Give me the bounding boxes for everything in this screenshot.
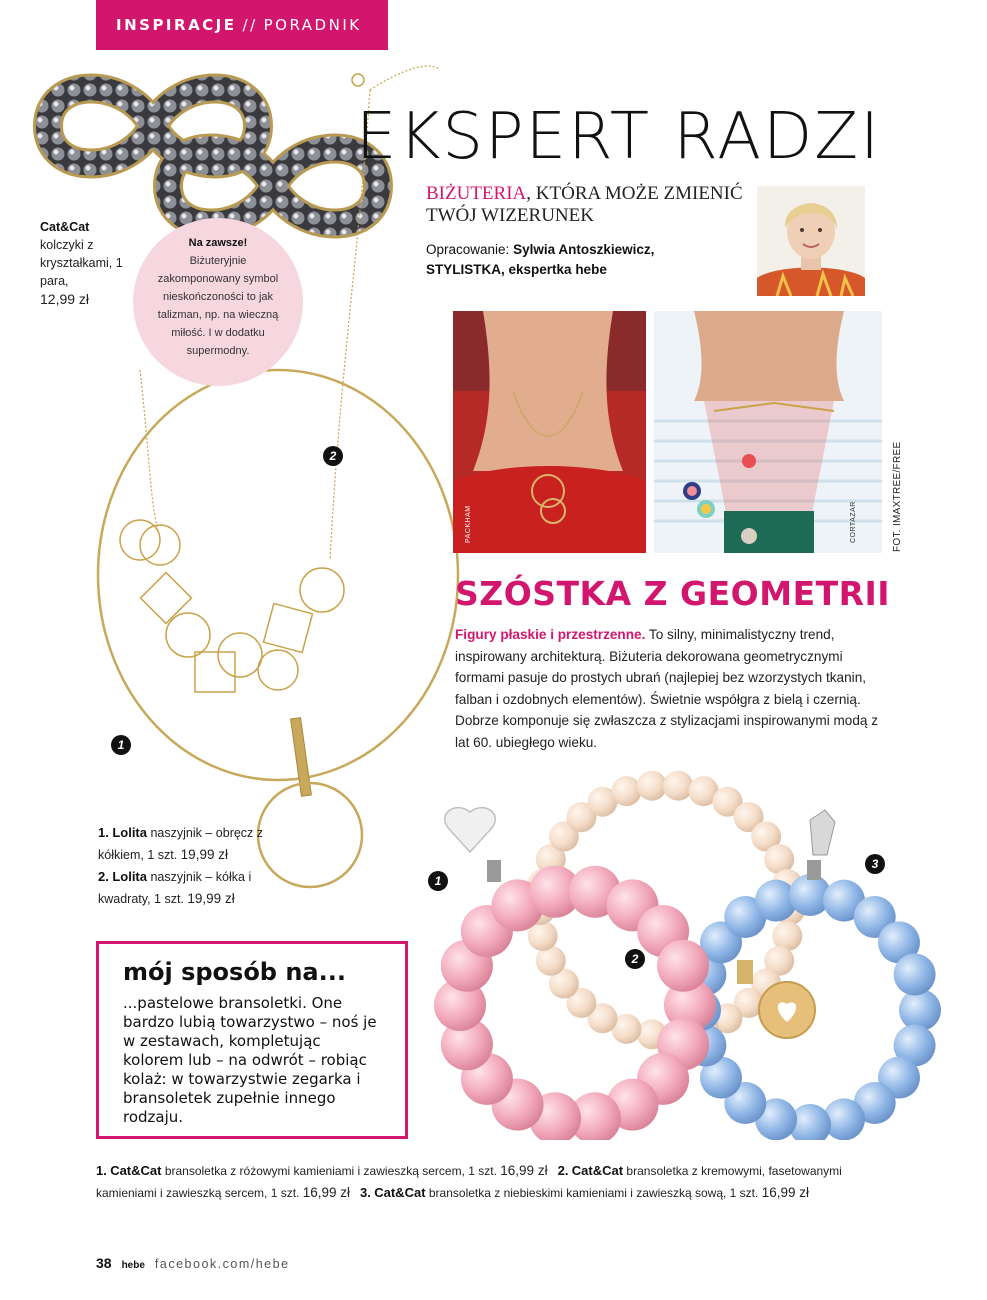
subtitle-rest: , KTÓRA MOŻE ZMIENIĆ — [526, 183, 743, 204]
byline-author: Sylwia Antoszkiewicz, — [513, 242, 655, 257]
bracelet-3-price: 16,99 zł — [761, 1185, 809, 1200]
earrings-price: 12,99 zł — [40, 291, 90, 307]
necklace-2-description: naszyjnik – kółka i kwadraty, 1 szt. — [98, 870, 252, 906]
byline-role: STYLISTKA, ekspertka — [426, 262, 572, 277]
my-way-text: ...pastelowe bransoletki. One bardzo lubią towarzystwo – noś je w zestawach, kompletując kolorem lub – na odwrót – robiąc kolaż: w towarzystwie zegarka i bransoletek zupełnie innego rodzaju. — [123, 994, 377, 1126]
byline — [426, 240, 756, 280]
cream-bead — [611, 776, 641, 806]
bracelet-2-price: 16,99 zł — [302, 1185, 351, 1200]
necklace-1-brand: Lolita — [112, 825, 147, 840]
expert-photo — [757, 186, 865, 296]
subtitle-highlight: BIŻUTERIA — [426, 183, 527, 204]
my-way-title: mój sposób na... — [123, 958, 346, 986]
necklace-1-caption — [98, 822, 298, 866]
earrings-caption — [40, 218, 140, 308]
geometry-text: To silny, minimalistyczny trend, inspirowany architekturą. Biżuteria dekorowana geometrycznymi formami pasuje do prostych ubrań (najlepiej bez wzorzystych tkanin, falban i ozdobnych elementów). Świetnie współgra z bielą i czernią. Dobrze komponuje się zwłaszcza z stylizacjami inspirowanymi modą z lat 60. ubiegłego wieku. — [455, 627, 879, 750]
bracelet-3-description: bransoletka z niebieskimi kamieniami i zawieszką sową, 1 szt. — [428, 1186, 759, 1200]
bracelets-caption — [96, 1160, 896, 1204]
cream-bead — [637, 771, 667, 801]
photo-source-credit: FOT. IMAXTREE/FREE — [892, 441, 903, 552]
necklace-2-badge: 2 — [323, 446, 343, 466]
byline-prefix: Opracowanie: — [426, 242, 510, 257]
runway-photo-cortazar — [654, 311, 882, 553]
subtitle — [426, 183, 756, 227]
pink-bead — [657, 940, 709, 992]
geometry-lead: Figury płaskie i przestrzenne. — [455, 627, 646, 642]
bracelet-1-description: bransoletka z różowymi kamieniami i zawieszką sercem, 1 szt. — [164, 1164, 497, 1178]
geometry-body — [455, 624, 895, 753]
photo-credit-left: PACKHAM — [465, 505, 472, 543]
bracelet-1-badge: 1 — [428, 871, 448, 891]
page-title: EKSPERT RADZI — [356, 100, 881, 174]
necklace-1-badge: 1 — [111, 735, 131, 755]
necklace-1-description: naszyjnik – obręcz z kółkiem, 1 szt. — [98, 826, 264, 862]
runway-photo-packham — [453, 311, 646, 553]
page-number: 38 — [96, 1255, 112, 1271]
necklace-2-brand: Lolita — [112, 869, 147, 884]
bracelet-1-caption — [96, 1164, 551, 1178]
bubble-text: Biżuteryjnie zakomponowany symbol nieskończoności to jak talizman, np. na wieczną miłość. I w dodatku supermodny. — [157, 255, 279, 357]
blue-bead — [894, 954, 936, 996]
necklace-2-number: 2. — [98, 869, 109, 884]
bracelet-2-number: 2. — [557, 1163, 569, 1178]
necklace-1-price: 19,99 zł — [180, 847, 228, 862]
byline-brand: hebe — [575, 262, 607, 277]
footer-brand: hebe — [121, 1260, 145, 1271]
bracelet-1-number: 1. — [96, 1163, 107, 1178]
bracelet-3-brand: Cat&Cat — [374, 1185, 426, 1200]
necklace-2-caption — [98, 866, 298, 910]
cream-bead — [663, 771, 693, 801]
bracelet-1-price: 16,99 zł — [500, 1163, 548, 1178]
necklace-1-number: 1. — [98, 825, 109, 840]
section-category: INSPIRACJE — [116, 16, 237, 34]
geometry-title: SZÓSTKA Z GEOMETRII — [455, 574, 891, 613]
info-bubble — [133, 218, 303, 386]
footer-url: facebook.com/hebe — [154, 1257, 290, 1271]
page-footer — [96, 1255, 290, 1271]
section-separator: // — [242, 16, 258, 34]
bracelet-3-caption — [360, 1186, 809, 1200]
bracelet-3-badge: 3 — [865, 854, 885, 874]
my-way-box — [96, 941, 408, 1139]
bracelets-image — [415, 760, 945, 1140]
earrings-brand: Cat&Cat — [40, 220, 90, 234]
earrings-description: kolczyki z kryształkami, 1 para, — [40, 238, 123, 288]
bracelet-1-brand: Cat&Cat — [110, 1163, 162, 1178]
bracelet-3-number: 3. — [360, 1185, 371, 1200]
subtitle-line2: TWÓJ WIZERUNEK — [426, 205, 594, 226]
photo-credit-right: CORTAZAR — [850, 501, 857, 543]
bubble-title: Na zawsze! — [188, 237, 248, 249]
bracelet-2-description: bransoletka z kremowymi, fasetowanymi kamieniami i zawieszką sercem, 1 szt. — [96, 1164, 842, 1200]
blue-bead — [899, 989, 941, 1031]
section-subcategory: PORADNIK — [263, 16, 362, 34]
necklace-2-price: 19,99 zł — [187, 891, 235, 906]
bracelet-2-badge: 2 — [625, 949, 645, 969]
bracelet-2-brand: Cat&Cat — [571, 1163, 624, 1178]
necklaces-caption — [98, 822, 298, 910]
